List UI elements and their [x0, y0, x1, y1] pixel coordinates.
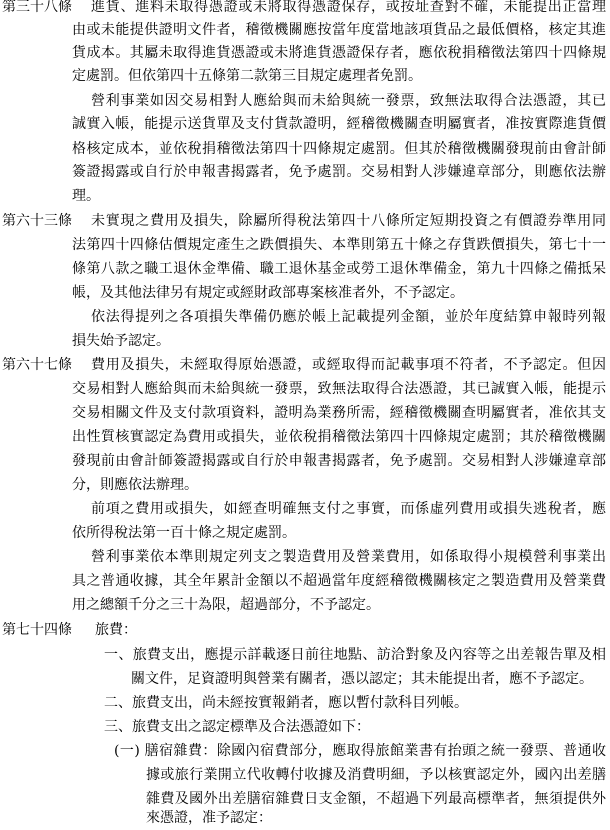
article-line: 雜費及國外出差膳宿雜費日支金額，不超過下列最高標準者，無須提供外 [146, 791, 606, 807]
article-line: 法第四十四條估價規定產生之跌價損失、本準則第五十條之存貨跌價損失，第七十一 [72, 237, 606, 253]
article-line: 格核定成本，並依稅捐稽徵法第四十四條規定處罰。但其於稽徵機關發現前由會計師 [72, 141, 606, 157]
article-line: 簽證揭露或自行於申報書揭露者，免予處罰。交易相對人涉嫌違章部分，則應依法辦 [72, 164, 606, 180]
article-line: 交易相關文件及支付款項資料，證明為業務所需，經稽徵機關查明屬實者，准依其支 [72, 405, 606, 421]
article-line: 定處罰。但依第四十五條第二款第三目規定處理者免罰。 [72, 68, 422, 84]
article-line: 據或旅行業開立代收轉付收據及消費明細，予以核實認定外，國內出差膳 [146, 767, 606, 783]
article-line: 來憑證，准予認定： [146, 810, 272, 826]
article-line: 營利事業依本準則規定列支之製造費用及營業費用，如係取得小規模營利事業出 [91, 549, 606, 565]
list-item-3: 三、旅費支出之認定標準及合法憑證如下： [104, 719, 370, 735]
article-line: 具之普通收據，其全年累計金額以不超過當年度經稽徵機關核定之製造費用及營業費 [72, 573, 606, 589]
list-item-1: 一、旅費支出，應提示詳載逐日前往地點、訪洽對象及內容等之出差報告單及相 [104, 647, 606, 663]
article-line: 發現前由會計師簽證揭露或自行於申報書揭露者，免予處罰。交易相對人涉嫌違章部 [72, 453, 606, 469]
article-line: 理。 [72, 188, 100, 204]
article-line: 前項之費用或損失，如經查明確無支付之事實，而係虛列費用或損失逃稅者，應 [91, 501, 606, 517]
article-line: 損失始予認定。 [72, 333, 170, 349]
list-item-2: 二、旅費支出，尚未經按實報銷者，應以暫付款科目列帳。 [104, 695, 468, 711]
article-line: 貨成本。其屬未取得進貨憑證或未將進貨憑證保存者，應依稅捐稽徵法第四十四條規 [72, 45, 606, 61]
article-line: 條第八款之職工退休金準備、職工退休基金或勞工退休準備金，第九十四條之備抵呆 [72, 261, 606, 277]
article-line: 出性質核實認定為費用或損失，並依稅捐稽徵法第四十四條規定處罰；其於稽徵機關 [72, 429, 606, 445]
article-line: 分，則應依法辦理。 [72, 477, 198, 493]
article-line: 依法得提列之各項損失準備仍應於帳上記載提列金額，並於年度結算申報時列報 [91, 309, 606, 325]
article-line: 未實現之費用及損失，除屬所得稅法第四十八條所定短期投資之有價證券準用同 [91, 213, 606, 229]
article-line: 關文件，足資證明與營業有關者，憑以認定；其未能提出者，應不予認定。 [131, 671, 593, 687]
article-line: 帳，及其他法律另有規定或經財政部專案核准者外，不予認定。 [72, 285, 464, 301]
article-label: 第三十八條 [2, 0, 72, 15]
article-label: 第六十七條 [2, 357, 72, 373]
article-label: 第七十四條 [2, 622, 72, 638]
article-line: 依所得稅法第一百十條之規定處罰。 [72, 525, 296, 541]
article-line: 費用及損失，未經取得原始憑證，或經取得而記載事項不符者，不予認定。但因 [91, 357, 606, 373]
article-label: 第六十三條 [2, 213, 72, 229]
article-line: 營利事業如因交易相對人應給與而未給與統一發票，致無法取得合法憑證，其已 [91, 93, 606, 109]
article-line: 交易相對人應給與而未給與統一發票，致無法取得合法憑證，其已誠實入帳，能提示 [72, 381, 606, 397]
article-line: 進貨、進料未取得憑證或未將取得憑證保存，或按址查對不確，未能提出正當理 [91, 0, 606, 15]
article-line: 旅費： [95, 622, 137, 638]
article-line: 用之總額千分之三十為限，超過部分，不予認定。 [72, 597, 380, 613]
article-line: 誠實入帳，能提示送貨單及支付貨款證明，經稽徵機關查明屬實者，准按實際進貨價 [72, 116, 606, 132]
sub-item-1: (一) 膳宿雜費：除國內宿費部分，應取得旅館業書有抬頭之統一發票、普通收 [114, 743, 606, 759]
article-line: 由或未能提供證明文件者，稽徵機關應按當年度當地該項貨品之最低價格，核定其進 [72, 22, 606, 38]
